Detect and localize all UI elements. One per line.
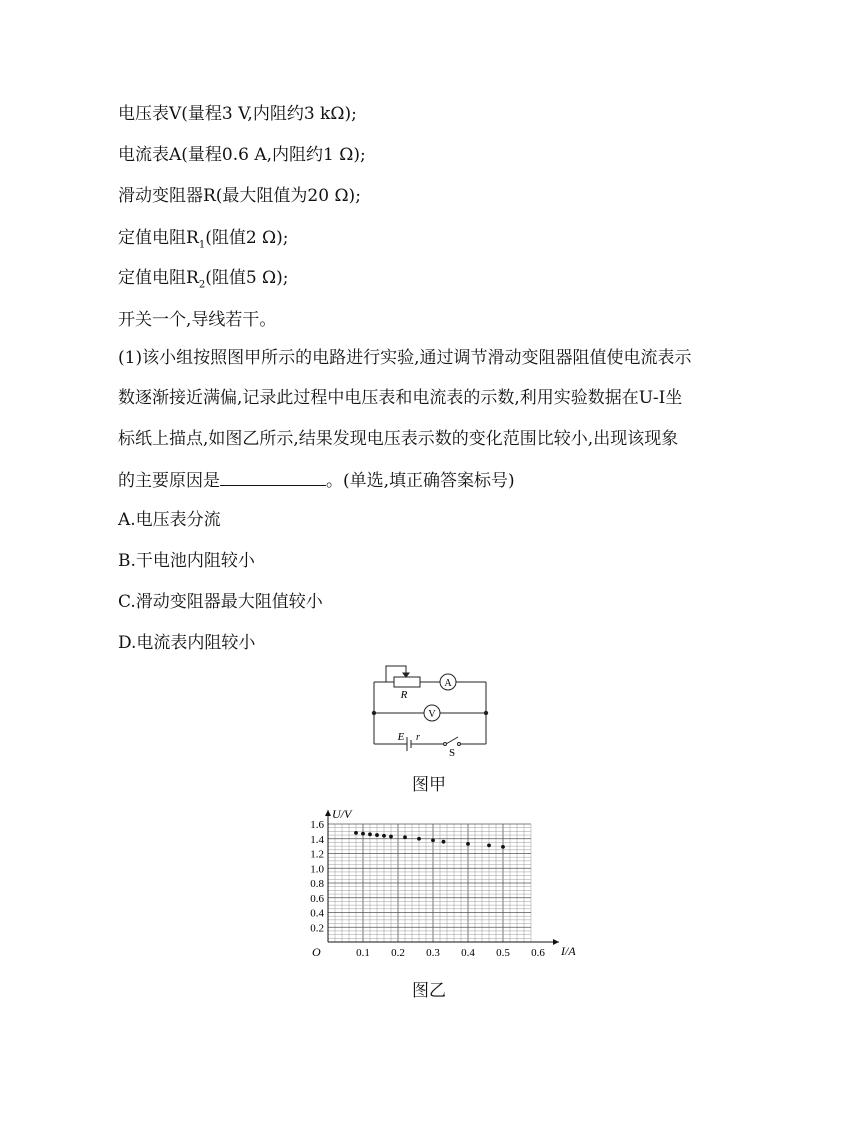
y-axis-label: U/V [332,807,352,821]
circuit-diagram [360,660,500,759]
y-tick-label: 0.4 [310,907,324,920]
u-i-chart [290,806,580,966]
label-v: V [428,709,436,720]
answer-blank[interactable] [220,467,326,486]
x-tick-label: 0.3 [426,947,440,959]
data-point [361,832,365,836]
y-tick-label: 0.2 [310,922,324,935]
equipment-resistor-r1 [118,226,289,257]
question-prefix: 的主要原因是 [118,471,220,491]
x-axis-arrow [553,939,559,945]
label-e: E [397,731,405,743]
r2-label: 定值电阻R [118,268,199,288]
junction-left [372,711,376,715]
question-line-1: (1)该小组按照图甲所示的电路进行实验,通过调节滑动变阻器阻值使电流表示 [118,348,692,368]
x-tick-label: 0.4 [461,947,475,959]
y-axis-arrow [325,810,331,816]
origin-label: O [312,945,321,959]
y-tick-label: 1.6 [310,819,324,831]
x-tick-label: 0.1 [356,947,370,959]
y-tick-label: 0.8 [310,878,324,890]
data-point [466,842,470,846]
junction-right [484,711,488,715]
question-line-3: 标纸上描点,如图乙所示,结果发现电压表示数的变化范围比较小,出现该现象 [118,429,679,449]
x-axis-label: I/A [561,944,576,958]
equipment-voltmeter: 电压表V(量程3 V,内阻约3 kΩ); [118,104,357,124]
y-tick-label: 0.6 [310,892,324,905]
data-point [389,835,393,839]
y-tick-label: 1.4 [310,833,324,846]
label-a: A [444,678,452,689]
data-point [368,832,372,836]
y-tick-label: 1.2 [310,848,324,861]
figure-b-caption: 图乙 [412,981,446,1001]
figure-a-caption: 图甲 [412,775,446,795]
equipment-rheostat: 滑动变阻器R(最大阻值为20 Ω); [118,186,361,206]
x-tick-label: 0.5 [496,947,510,959]
x-tick-label: 0.6 [531,947,545,959]
data-point [442,840,446,844]
x-tick-label: 0.2 [391,947,405,959]
question-line-2: 数逐渐接近满偏,记录此过程中电压表和电流表的示数,利用实验数据在U-I坐 [118,388,683,408]
r1-value: (阻值2 Ω); [205,228,289,248]
label-r-internal: r [416,732,420,743]
data-point [501,845,505,849]
r2-subscript: 2 [198,279,206,291]
switch-lever [446,737,458,744]
data-point [354,831,358,835]
option-a: A.电压表分流 [118,510,221,530]
rheostat-body [394,677,420,687]
label-s: S [448,747,456,759]
data-point [431,838,435,842]
r1-label: 定值电阻R [118,228,199,248]
option-d: D.电流表内阻较小 [118,633,256,653]
data-point [403,835,407,839]
data-point [487,843,491,847]
r1-subscript: 1 [198,239,206,251]
equipment-switch: 开关一个,导线若干。 [118,310,277,330]
r2-value: (阻值5 Ω); [205,268,289,288]
equipment-resistor-r2 [118,266,289,297]
data-point [417,837,421,841]
y-tick-label: 1.0 [310,863,324,876]
option-c: C.滑动变阻器最大阻值较小 [118,592,323,612]
question-line-4 [118,467,515,493]
data-point [375,833,379,837]
equipment-ammeter: 电流表A(量程0.6 A,内阻约1 Ω); [118,145,366,165]
label-r: R [400,689,408,701]
question-suffix: 。(单选,填正确答案标号) [326,471,515,491]
option-b: B.干电池内阻较小 [118,551,255,571]
data-point [382,834,386,838]
